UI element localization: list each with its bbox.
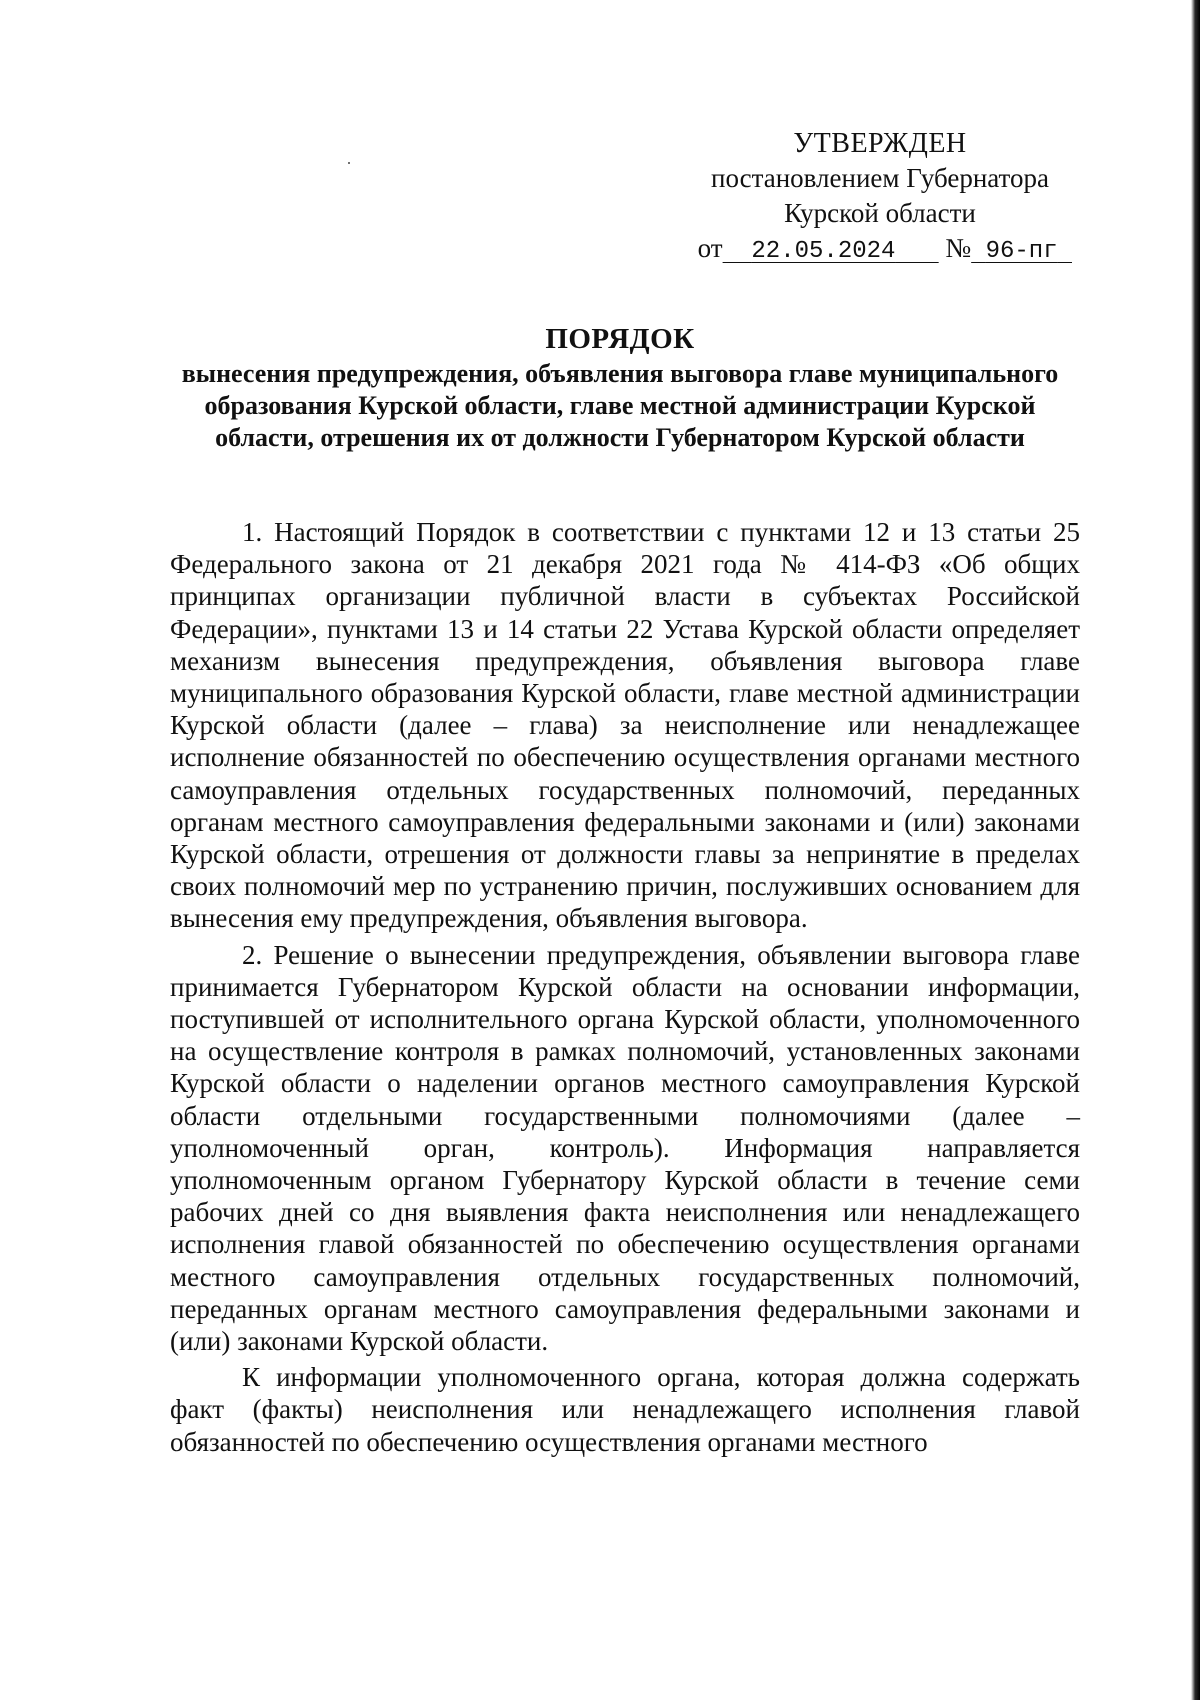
date-prefix: от [697,233,723,263]
number-prefix: № [945,233,972,263]
approval-number: 96-пг [985,238,1058,265]
document-subtitle: вынесения предупреждения, объявления выговора главе муниципального образования Курской области, главе местной администрации Курской области, отрешения их от должности Губернатором Курской области [181,359,1059,452]
document-body [170,516,1080,1462]
approval-stamp [660,126,1100,269]
paragraph-2: 2. Решение о вынесении предупреждения, объявлении выговора главе принимается Губернатором Курской области на основании информации, поступившей от исполнительного органа Курской области, уполномоченного на осуществление контроля в рамках полномочий, установленных законами Курской области о наделении органов местного самоуправления Курской области отдельными государственными полномочиями (далее – уполномоченный орган, контроль). Информация направляется уполномоченным органом Губернатору Курской области в течение семи рабочих дней со дня выявления факта неисполнения или ненадлежащего исполнения главой обязанностей по обеспечению осуществления органами местного самоуправления отдельных государственных полномочий, переданных органам местного самоуправления федеральными законами и (или) законами Курской области. [170,939,1080,1357]
approval-date: 22.05.2024 [751,238,896,265]
approval-word: УТВЕРЖДЕН [793,128,967,159]
paragraph-1: 1. Настоящий Порядок в соответствии с пунктами 12 и 13 статьи 25 Федерального закона от 21 декабря 2021 года № 414-ФЗ «Об общих принципах организации публичной власти в субъектах Российской Федерации», пунктами 13 и 14 статьи 22 Устава Курской области определяет механизм вынесения предупреждения, объявления выговора главе муниципального образования Курской области, главе местной администрации Курской области (далее – глава) за неисполнение или ненадлежащее исполнение обязанностей по обеспечению осуществления органами местного самоуправления отдельных государственных полномочий, переданных органам местного самоуправления федеральными законами и (или) законами Курской области, отрешения от должности главы за непринятие в пределах своих полномочий мер по устранению причин, послуживших основанием для вынесения ему предупреждения, объявления выговора. [170,517,1080,934]
approval-line-1: постановлением Губернатора [711,163,1049,193]
document-heading [160,320,1080,454]
scan-page-edge [1191,0,1200,1700]
approval-line-2: Курской области [784,198,976,228]
approval-date-line [660,231,1100,269]
paragraph-3: К информации уполномоченного органа, которая должна содержать факт (факты) неисполнения или ненадлежащего исполнения главой обязанностей по обеспечению осуществления органами местного [170,1362,1080,1457]
document-title: ПОРЯДОК [545,323,695,355]
scan-speck [348,162,350,164]
